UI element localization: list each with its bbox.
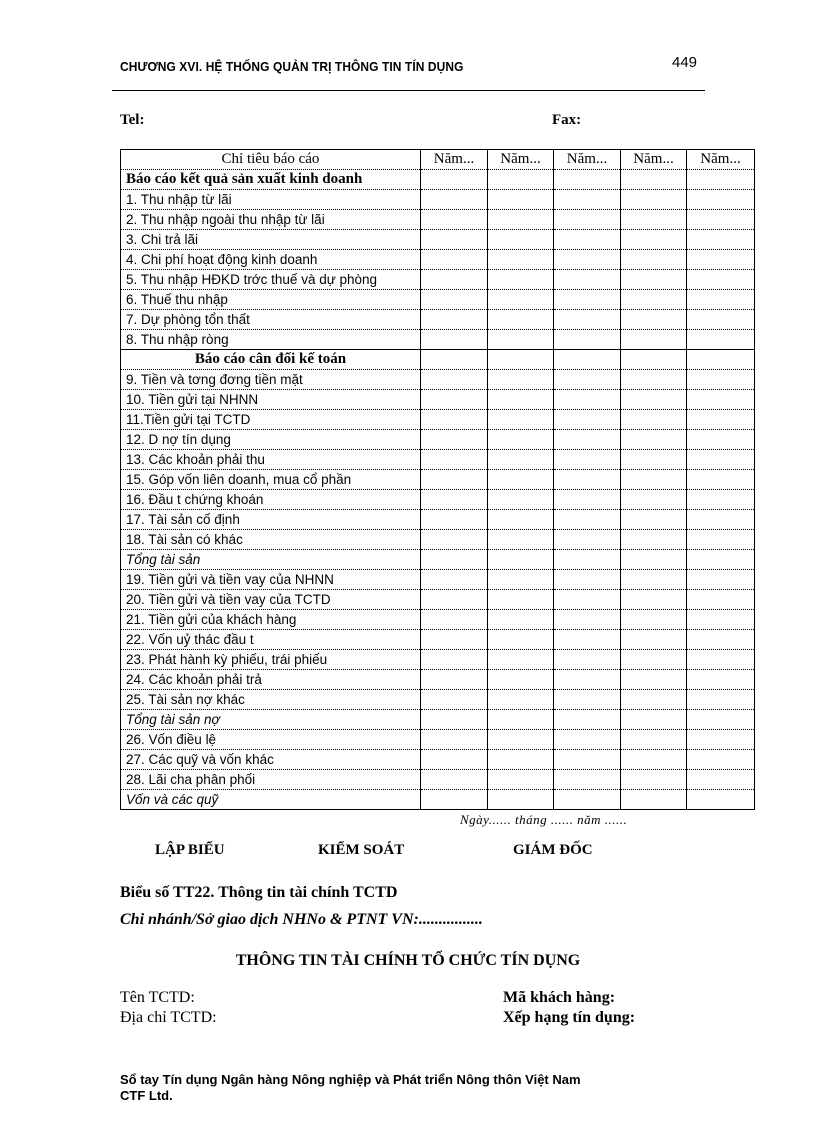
year-value-cell[interactable]: [621, 590, 687, 610]
year-value-cell[interactable]: [687, 670, 755, 690]
year-value-cell[interactable]: [621, 770, 687, 790]
row-label: 3. Chi trả lãi: [121, 230, 421, 250]
year-value-cell[interactable]: [554, 590, 621, 610]
signature-director: GIÁM ĐỐC: [513, 842, 593, 858]
year-value-cell[interactable]: [554, 350, 621, 370]
year-value-cell[interactable]: [488, 790, 554, 810]
year-value-cell[interactable]: [421, 470, 488, 490]
year-value-cell[interactable]: [554, 210, 621, 230]
year-value-cell[interactable]: [687, 350, 755, 370]
year-value-cell[interactable]: [554, 450, 621, 470]
year-value-cell[interactable]: [687, 550, 755, 570]
year-value-cell[interactable]: [421, 550, 488, 570]
year-value-cell[interactable]: [621, 270, 687, 290]
table-row: [121, 190, 755, 210]
year-value-cell[interactable]: [488, 750, 554, 770]
year-value-cell[interactable]: [621, 170, 687, 190]
year-value-cell[interactable]: [621, 730, 687, 750]
year-value-cell[interactable]: [488, 570, 554, 590]
field-org-name: Tên TCTD:: [120, 989, 195, 1006]
year-value-cell[interactable]: [421, 490, 488, 510]
year-value-cell[interactable]: [687, 710, 755, 730]
year-value-cell[interactable]: [488, 730, 554, 750]
field-credit-rating: Xếp hạng tín dụng:: [503, 1009, 636, 1026]
row-label: 24. Các khoản phải trả: [121, 670, 421, 690]
year-value-cell[interactable]: [687, 190, 755, 210]
table-row: [121, 570, 755, 590]
row-label: 16. Đầu t chứng khoán: [121, 490, 421, 510]
year-value-cell[interactable]: [488, 230, 554, 250]
year-value-cell[interactable]: [621, 210, 687, 230]
row-label: Vốn và các quỹ: [121, 790, 421, 810]
year-value-cell[interactable]: [421, 670, 488, 690]
year-value-cell[interactable]: [621, 410, 687, 430]
year-value-cell[interactable]: [488, 310, 554, 330]
year-value-cell[interactable]: [554, 390, 621, 410]
year-value-cell[interactable]: [621, 530, 687, 550]
year-value-cell[interactable]: [554, 270, 621, 290]
column-header-year: Năm...: [687, 150, 755, 170]
signature-preparer: LẬP BIỂU: [155, 842, 225, 858]
year-value-cell[interactable]: [488, 490, 554, 510]
year-value-cell[interactable]: [554, 530, 621, 550]
table-row: [121, 590, 755, 610]
year-value-cell[interactable]: [488, 450, 554, 470]
row-label: 5. Thu nhập HĐKD trớc thuế và dự phòng: [121, 270, 421, 290]
row-label: 22. Vốn uỷ thác đầu t: [121, 630, 421, 650]
row-label: 11.Tiền gửi tại TCTD: [121, 410, 421, 430]
year-value-cell[interactable]: [488, 770, 554, 790]
table-row: [121, 670, 755, 690]
year-value-cell[interactable]: [488, 210, 554, 230]
year-value-cell[interactable]: [421, 530, 488, 550]
year-value-cell[interactable]: [554, 290, 621, 310]
year-value-cell[interactable]: [421, 350, 488, 370]
year-value-cell[interactable]: [687, 330, 755, 350]
table-row: [121, 470, 755, 490]
form-title: THÔNG TIN TÀI CHÍNH TỔ CHỨC TÍN DỤNG: [235, 952, 581, 969]
table-row: [121, 650, 755, 670]
row-label: 13. Các khoản phải thu: [121, 450, 421, 470]
year-value-cell[interactable]: [687, 470, 755, 490]
year-value-cell[interactable]: [488, 590, 554, 610]
table-row: [121, 430, 755, 450]
year-value-cell[interactable]: [687, 290, 755, 310]
row-label: 10. Tiền gửi tại NHNN: [121, 390, 421, 410]
row-label: Tổng tài sản nợ: [121, 710, 421, 730]
year-value-cell[interactable]: [421, 170, 488, 190]
table-row: [121, 770, 755, 790]
year-value-cell[interactable]: [687, 770, 755, 790]
year-value-cell[interactable]: [687, 250, 755, 270]
year-value-cell[interactable]: [687, 170, 755, 190]
row-label: 6. Thuế thu nhập: [121, 290, 421, 310]
year-value-cell[interactable]: [488, 690, 554, 710]
field-customer-code: Mã khách hàng:: [503, 989, 616, 1006]
field-org-address: Địa chỉ TCTD:: [120, 1009, 217, 1026]
year-value-cell[interactable]: [421, 690, 488, 710]
year-value-cell[interactable]: [488, 550, 554, 570]
year-value-cell[interactable]: [687, 450, 755, 470]
row-label: 12. D nợ tín dụng: [121, 430, 421, 450]
year-value-cell[interactable]: [421, 290, 488, 310]
year-value-cell[interactable]: [621, 450, 687, 470]
year-value-cell[interactable]: [421, 770, 488, 790]
year-value-cell[interactable]: [554, 610, 621, 630]
year-value-cell[interactable]: [554, 670, 621, 690]
year-value-cell[interactable]: [621, 750, 687, 770]
row-label: 23. Phát hành kỳ phiếu, trái phiếu: [121, 650, 421, 670]
header-divider: [112, 90, 705, 91]
year-value-cell[interactable]: [687, 370, 755, 390]
year-value-cell[interactable]: [554, 790, 621, 810]
year-value-cell[interactable]: [621, 390, 687, 410]
fax-label: Fax:: [552, 112, 582, 128]
table-row: [121, 490, 755, 510]
year-value-cell[interactable]: [421, 270, 488, 290]
year-value-cell[interactable]: [687, 590, 755, 610]
row-label: 1. Thu nhập từ lãi: [121, 190, 421, 210]
year-value-cell[interactable]: [687, 410, 755, 430]
year-value-cell[interactable]: [554, 310, 621, 330]
table-row: [121, 450, 755, 470]
year-value-cell[interactable]: [488, 330, 554, 350]
table-header: [121, 150, 755, 170]
row-label: 17. Tài sản cố định: [121, 510, 421, 530]
year-value-cell[interactable]: [488, 710, 554, 730]
year-value-cell[interactable]: [421, 730, 488, 750]
year-value-cell[interactable]: [621, 610, 687, 630]
table-row: [121, 170, 755, 190]
year-value-cell[interactable]: [421, 450, 488, 470]
row-label: 9. Tiền và tơng đơng tiền mặt: [121, 370, 421, 390]
year-value-cell[interactable]: [621, 490, 687, 510]
year-value-cell[interactable]: [621, 250, 687, 270]
table-row: [121, 410, 755, 430]
year-value-cell[interactable]: [687, 430, 755, 450]
year-value-cell[interactable]: [421, 610, 488, 630]
table-row: [121, 290, 755, 310]
year-value-cell[interactable]: [554, 510, 621, 530]
signature-controller: KIỂM SOÁT: [318, 842, 405, 858]
year-value-cell[interactable]: [554, 330, 621, 350]
column-header-year: Năm...: [554, 150, 621, 170]
column-header-year: Năm...: [488, 150, 554, 170]
year-value-cell[interactable]: [488, 430, 554, 450]
year-value-cell[interactable]: [554, 710, 621, 730]
tel-label: Tel:: [120, 112, 145, 128]
row-label: 8. Thu nhập ròng: [121, 330, 421, 350]
year-value-cell[interactable]: [621, 670, 687, 690]
year-value-cell[interactable]: [621, 350, 687, 370]
year-value-cell[interactable]: [421, 510, 488, 530]
row-label: 7. Dự phòng tổn thất: [121, 310, 421, 330]
table-row: [121, 730, 755, 750]
year-value-cell[interactable]: [421, 330, 488, 350]
year-value-cell[interactable]: [488, 190, 554, 210]
table-row: [121, 210, 755, 230]
year-value-cell[interactable]: [488, 170, 554, 190]
year-value-cell[interactable]: [687, 570, 755, 590]
table-row: [121, 530, 755, 550]
year-value-cell[interactable]: [421, 190, 488, 210]
year-value-cell[interactable]: [687, 730, 755, 750]
year-value-cell[interactable]: [421, 750, 488, 770]
year-value-cell[interactable]: [621, 790, 687, 810]
year-value-cell[interactable]: [687, 510, 755, 530]
year-value-cell[interactable]: [687, 530, 755, 550]
year-value-cell[interactable]: [621, 310, 687, 330]
year-value-cell[interactable]: [554, 190, 621, 210]
row-label: Báo cáo cân đối kế toán: [121, 350, 421, 370]
year-value-cell[interactable]: [488, 470, 554, 490]
year-value-cell[interactable]: [554, 770, 621, 790]
year-value-cell[interactable]: [421, 590, 488, 610]
year-value-cell[interactable]: [488, 530, 554, 550]
year-value-cell[interactable]: [621, 650, 687, 670]
table-row: [121, 250, 755, 270]
column-header-year: Năm...: [621, 150, 687, 170]
year-value-cell[interactable]: [554, 490, 621, 510]
year-value-cell[interactable]: [687, 310, 755, 330]
year-value-cell[interactable]: [554, 430, 621, 450]
row-label: Tổng tài sản: [121, 550, 421, 570]
row-label: 19. Tiền gửi và tiền vay của NHNN: [121, 570, 421, 590]
year-value-cell[interactable]: [421, 390, 488, 410]
year-value-cell[interactable]: [421, 430, 488, 450]
year-value-cell[interactable]: [687, 610, 755, 630]
year-value-cell[interactable]: [421, 650, 488, 670]
row-label: 15. Góp vốn liên doanh, mua cổ phần: [121, 470, 421, 490]
table-row: [121, 390, 755, 410]
row-label: 25. Tài sản nợ khác: [121, 690, 421, 710]
year-value-cell[interactable]: [554, 470, 621, 490]
year-value-cell[interactable]: [488, 510, 554, 530]
footer-publisher: CTF Ltd.: [120, 1088, 173, 1103]
row-label: 20. Tiền gửi và tiền vay của TCTD: [121, 590, 421, 610]
table-row: [121, 750, 755, 770]
branch-line: Chi nhánh/Sở giao dịch NHNo & PTNT VN:................: [120, 911, 483, 928]
year-value-cell[interactable]: [621, 330, 687, 350]
year-value-cell[interactable]: [687, 230, 755, 250]
year-value-cell[interactable]: [621, 690, 687, 710]
year-value-cell[interactable]: [421, 210, 488, 230]
table-body: [121, 170, 755, 810]
year-value-cell[interactable]: [687, 750, 755, 770]
table-row: [121, 310, 755, 330]
year-value-cell[interactable]: [621, 190, 687, 210]
year-value-cell[interactable]: [554, 630, 621, 650]
table-row: [121, 330, 755, 350]
row-label: 27. Các quỹ và vốn khác: [121, 750, 421, 770]
year-value-cell[interactable]: [488, 670, 554, 690]
table-row: [121, 790, 755, 810]
year-value-cell[interactable]: [488, 650, 554, 670]
year-value-cell[interactable]: [621, 470, 687, 490]
year-value-cell[interactable]: [421, 790, 488, 810]
year-value-cell[interactable]: [621, 430, 687, 450]
year-value-cell[interactable]: [554, 750, 621, 770]
table-row: [121, 370, 755, 390]
row-label: 4. Chi phí hoạt động kinh doanh: [121, 250, 421, 270]
year-value-cell[interactable]: [488, 410, 554, 430]
row-label: 21. Tiền gửi của khách hàng: [121, 610, 421, 630]
year-value-cell[interactable]: [554, 230, 621, 250]
year-value-cell[interactable]: [687, 630, 755, 650]
table-row: [121, 710, 755, 730]
table-row: [121, 630, 755, 650]
year-value-cell[interactable]: [621, 290, 687, 310]
year-value-cell[interactable]: [421, 630, 488, 650]
year-value-cell[interactable]: [421, 570, 488, 590]
year-value-cell[interactable]: [621, 570, 687, 590]
year-value-cell[interactable]: [687, 490, 755, 510]
year-value-cell[interactable]: [687, 650, 755, 670]
row-label: 18. Tài sản có khác: [121, 530, 421, 550]
table-header-row: [121, 150, 755, 170]
year-value-cell[interactable]: [488, 390, 554, 410]
year-value-cell[interactable]: [687, 390, 755, 410]
year-value-cell[interactable]: [488, 270, 554, 290]
footer-book-title: Sổ tay Tín dụng Ngân hàng Nông nghiệp và Phát triển Nông thôn Việt Nam: [120, 1072, 581, 1087]
column-header-year: Năm...: [421, 150, 488, 170]
year-value-cell[interactable]: [421, 410, 488, 430]
year-value-cell[interactable]: [621, 710, 687, 730]
year-value-cell[interactable]: [421, 230, 488, 250]
table-row: [121, 610, 755, 630]
financial-report-table: [120, 149, 755, 810]
year-value-cell[interactable]: [554, 570, 621, 590]
year-value-cell[interactable]: [488, 630, 554, 650]
table-row: [121, 510, 755, 530]
table-row: [121, 350, 755, 370]
year-value-cell[interactable]: [421, 710, 488, 730]
row-label: 2. Thu nhập ngoài thu nhập từ lãi: [121, 210, 421, 230]
year-value-cell[interactable]: [488, 250, 554, 270]
year-value-cell[interactable]: [687, 210, 755, 230]
table-row: [121, 690, 755, 710]
chapter-title: CHƯƠNG XVI. HỆ THỐNG QUẢN TRỊ THÔNG TIN TÍN DỤNG: [120, 59, 464, 74]
year-value-cell[interactable]: [687, 790, 755, 810]
year-value-cell[interactable]: [488, 350, 554, 370]
year-value-cell[interactable]: [554, 550, 621, 570]
year-value-cell[interactable]: [687, 690, 755, 710]
year-value-cell[interactable]: [421, 250, 488, 270]
row-label: Báo cáo kết quả sản xuất kinh doanh: [121, 170, 421, 190]
year-value-cell[interactable]: [687, 270, 755, 290]
year-value-cell[interactable]: [488, 290, 554, 310]
column-header-indicator: Chỉ tiêu báo cáo: [121, 150, 421, 170]
date-line: Ngày...... tháng ...... năm ......: [460, 812, 628, 827]
year-value-cell[interactable]: [621, 550, 687, 570]
year-value-cell[interactable]: [554, 410, 621, 430]
year-value-cell[interactable]: [554, 250, 621, 270]
year-value-cell[interactable]: [488, 610, 554, 630]
year-value-cell[interactable]: [621, 510, 687, 530]
row-label: 28. Lãi cha phân phối: [121, 770, 421, 790]
year-value-cell[interactable]: [554, 690, 621, 710]
table-row: [121, 270, 755, 290]
page-number: 449: [672, 54, 698, 71]
table-row: [121, 550, 755, 570]
form-label: Biểu số TT22. Thông tin tài chính TCTD: [120, 884, 398, 901]
year-value-cell[interactable]: [621, 230, 687, 250]
year-value-cell[interactable]: [554, 370, 621, 390]
row-label: 26. Vốn điều lệ: [121, 730, 421, 750]
year-value-cell[interactable]: [554, 730, 621, 750]
year-value-cell[interactable]: [554, 650, 621, 670]
table-row: [121, 230, 755, 250]
year-value-cell[interactable]: [621, 630, 687, 650]
year-value-cell[interactable]: [421, 370, 488, 390]
year-value-cell[interactable]: [554, 170, 621, 190]
year-value-cell[interactable]: [421, 310, 488, 330]
year-value-cell[interactable]: [488, 370, 554, 390]
year-value-cell[interactable]: [621, 370, 687, 390]
